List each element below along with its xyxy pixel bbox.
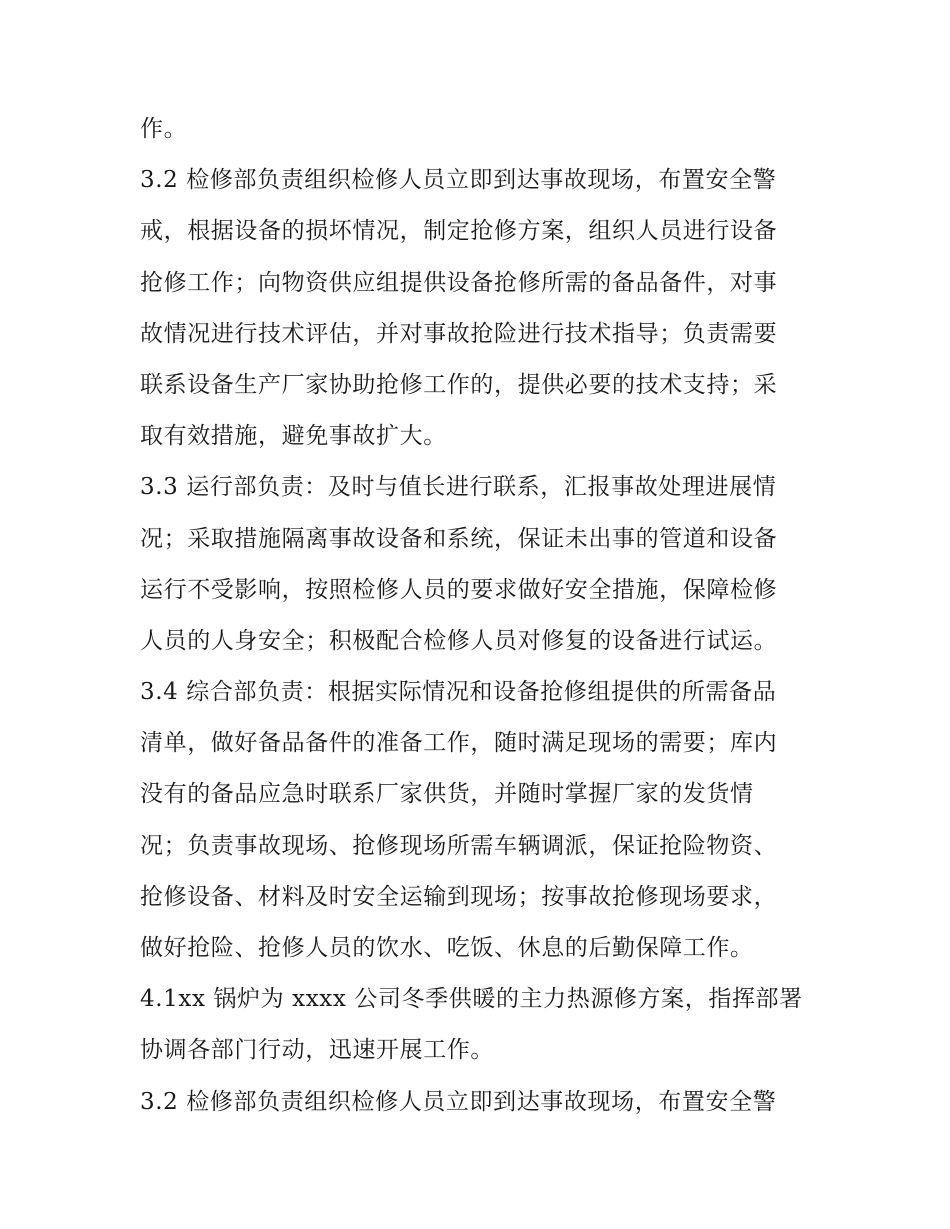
text-line: 运行不受影响，按照检修人员的要求做好安全措施，保障检修 [140,576,778,603]
text-line: 3.2 检修部负责组织检修人员立即到达事故现场，布置安全警 [140,1088,777,1115]
text-line: 没有的备品应急时联系厂家供货，并随时掌握厂家的发货情 [140,781,754,808]
text-line: 3.4 综合部负责：根据实际情况和设备抢修组提供的所需备品 [140,679,777,706]
text-line: 况；采取措施隔离事故设备和系统，保证未出事的管道和设备 [140,525,778,552]
text-line: 做好抢险、抢修人员的饮水、吃饭、休息的后勤保障工作。 [140,935,754,961]
text-line: 抢修工作；向物资供应组提供设备抢修所需的备品备件，对事 [140,269,778,296]
text-line: 3.2 检修部负责组织检修人员立即到达事故现场，布置安全警 [140,167,777,194]
document-body [140,104,820,1128]
text-line: 作。 [140,116,188,142]
text-line: 戒，根据设备的损坏情况，制定抢修方案，组织人员进行设备 [140,218,778,245]
text-line: 抢修设备、材料及时安全运输到现场；按事故抢修现场要求， [140,883,778,910]
text-line: 人员的人身安全；积极配合检修人员对修复的设备进行试运。 [140,627,778,654]
text-line: 取有效措施，避免事故扩大。 [140,423,447,450]
text-line: 清单，做好备品备件的准备工作，随时满足现场的需要；库内 [140,730,778,757]
text-line: 4.1xx 锅炉为 xxxx 公司冬季供暖的主力热源修方案，指挥部署 [140,986,803,1013]
text-line: 况；负责事故现场、抢修现场所需车辆调派，保证抢险物资、 [140,832,778,859]
text-line: 3.3 运行部负责：及时与值长进行联系，汇报事故处理进展情 [140,474,777,501]
text-line: 协调各部门行动，迅速开展工作。 [140,1037,494,1064]
text-line: 故情况进行技术评估，并对事故抢险进行技术指导；负责需要 [140,320,778,347]
text-line: 联系设备生产厂家协助抢修工作的，提供必要的技术支持；采 [140,371,778,398]
